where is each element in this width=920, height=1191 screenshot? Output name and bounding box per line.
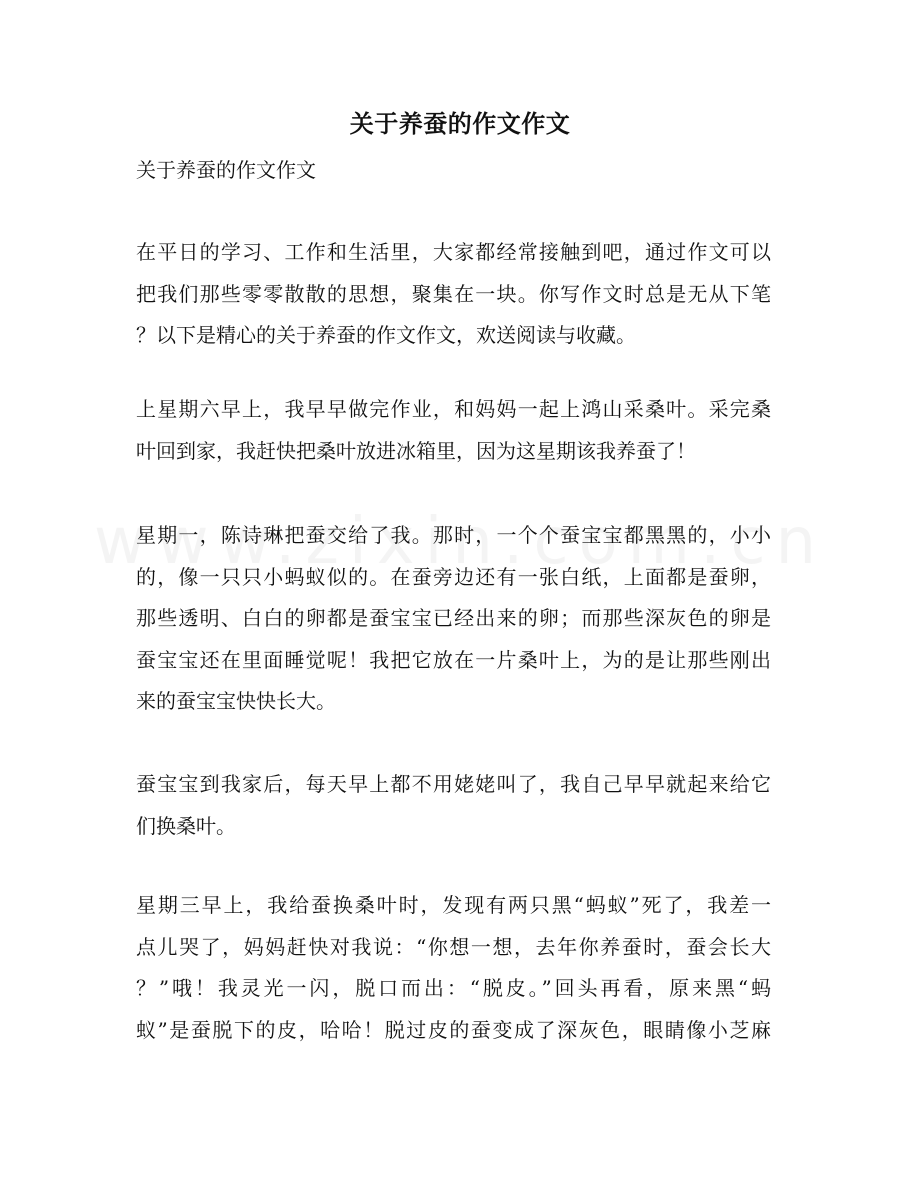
text-line: 点儿哭了，妈妈赶快对我说：“你想一想，去年你养蚕时，蚕会长大 (136, 934, 771, 959)
text-line: 在平日的学习、工作和生活里，大家都经常接触到吧，通过作文可以 (136, 240, 771, 264)
paragraph-monday (136, 515, 771, 723)
text-line: 叶回到家，我赶快把桑叶放进冰箱里，因为这星期该我养蚕了！ (136, 438, 696, 463)
paragraph-daily (136, 764, 771, 847)
text-line: 们换桑叶。 (136, 813, 236, 838)
text-line: 蚕宝宝还在里面睡觉呢！我把它放在一片桑叶上，为的是让那些刚出 (136, 647, 771, 672)
text-line: 那些透明、白白的卵都是蚕宝宝已经出来的卵；而那些深灰色的卵是 (136, 606, 771, 630)
text-line: ？以下是精心的关于养蚕的作文作文，欢送阅读与收藏。 (136, 323, 636, 347)
text-line: 来的蚕宝宝快快长大。 (136, 689, 336, 713)
text-line: 把我们那些零零散散的思想，聚集在一块。你写作文时总是无从下笔 (136, 281, 771, 306)
document-title: 关于养蚕的作文作文 (349, 109, 571, 138)
text-line: 蚁”是蚕脱下的皮，哈哈！脱过皮的蚕变成了深灰色，眼睛像小芝麻 (136, 1017, 771, 1042)
text-line: 星期一，陈诗琳把蚕交给了我。那时，一个个蚕宝宝都黑黑的，小小 (136, 523, 771, 547)
text-line: 星期三早上，我给蚕换桑叶时，发现有两只黑“蚂蚁”死了，我差一 (136, 893, 771, 917)
text-line: ？”哦！我灵光一闪，脱口而出：“脱皮。”回头再看，原来黑“蚂 (136, 976, 771, 1000)
text-line: 的，像一只只小蚂蚁似的。在蚕旁边还有一张白纸，上面都是蚕卵， (136, 564, 771, 589)
paragraph-intro (136, 232, 771, 357)
text-line: 蚕宝宝到我家后，每天早上都不用姥姥叫了，我自己早早就起来给它 (136, 772, 771, 796)
text-line: 上星期六早上，我早早做完作业，和妈妈一起上鸿山采桑叶。采完桑 (136, 397, 771, 421)
paragraph-wednesday (136, 885, 771, 1051)
paragraph-saturday (136, 389, 771, 472)
document-subtitle: 关于养蚕的作文作文 (136, 158, 316, 182)
